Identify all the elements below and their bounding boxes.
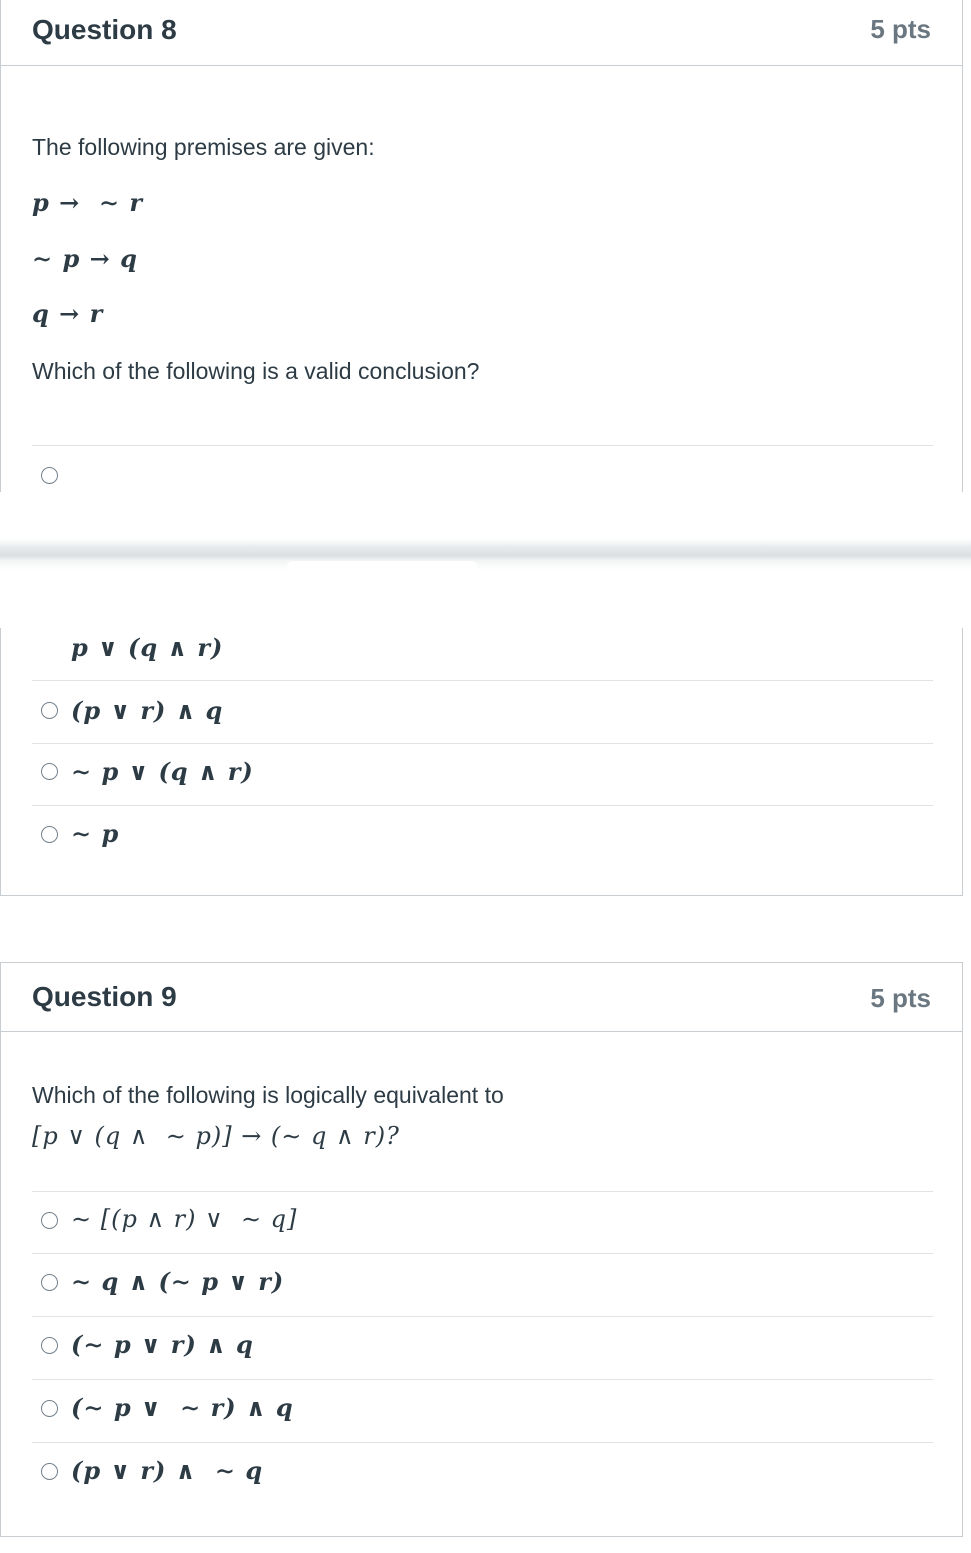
q9-option-4-radio[interactable] xyxy=(41,1400,58,1417)
q9-option-4-label[interactable]: (∼ p ∨ ∼ r) ∧ q xyxy=(71,1393,294,1422)
divider xyxy=(32,1442,933,1443)
divider xyxy=(32,743,933,744)
option-2-label[interactable]: (p ∨ r) ∧ q xyxy=(71,696,224,725)
question-8-title: Question 8 xyxy=(32,14,177,45)
question-9-prompt: Which of the following is logically equivalent to xyxy=(32,1082,504,1108)
option-3-radio[interactable] xyxy=(41,763,58,780)
question-9-points: 5 pts xyxy=(870,983,931,1013)
divider xyxy=(32,1191,933,1192)
q9-option-2-label[interactable]: ∼ q ∧ (∼ p ∨ r) xyxy=(71,1267,285,1296)
question-8-header xyxy=(1,0,962,66)
premise-3: q → r xyxy=(32,299,104,328)
divider xyxy=(32,805,933,806)
divider xyxy=(32,1379,933,1380)
question-9-panel xyxy=(0,962,963,1537)
q9-option-1-radio[interactable] xyxy=(41,1212,58,1229)
option-4-label[interactable]: ∼ p xyxy=(71,819,120,848)
screenshot-gap-highlight xyxy=(287,561,477,573)
divider xyxy=(32,445,933,446)
question-8-answers-panel xyxy=(0,628,963,896)
option-4-radio[interactable] xyxy=(41,826,58,843)
question-8-prompt: Which of the following is a valid conclusion? xyxy=(32,358,480,384)
question-9-expression: [p ∨ (q ∧ ∼ p)] → (∼ q ∧ r)? xyxy=(32,1122,400,1150)
divider xyxy=(32,1316,933,1317)
screenshot-gap xyxy=(0,492,971,570)
premise-2: ∼ p → q xyxy=(32,244,138,273)
q9-option-5-radio[interactable] xyxy=(41,1463,58,1480)
q9-option-3-radio[interactable] xyxy=(41,1337,58,1354)
divider xyxy=(32,1253,933,1254)
question-9-header xyxy=(1,963,962,1032)
q9-option-5-label[interactable]: (p ∨ r) ∧ ∼ q xyxy=(71,1456,264,1485)
option-2-radio[interactable] xyxy=(41,702,58,719)
q9-option-2-radio[interactable] xyxy=(41,1274,58,1291)
option-1-label[interactable]: p ∨ (q ∧ r) xyxy=(71,633,224,662)
option-1-radio[interactable] xyxy=(41,467,58,484)
option-3-label[interactable]: ∼ p ∨ (q ∧ r) xyxy=(71,757,254,786)
premise-1: p → ∼ r xyxy=(32,188,144,217)
q9-option-3-label[interactable]: (∼ p ∨ r) ∧ q xyxy=(71,1330,254,1359)
question-8-intro: The following premises are given: xyxy=(32,134,375,160)
question-8-points: 5 pts xyxy=(870,14,931,44)
q9-option-1-label[interactable]: ∼ [(p ∧ r) ∨ ∼ q] xyxy=(71,1205,298,1233)
question-9-title: Question 9 xyxy=(32,981,177,1012)
divider xyxy=(32,680,933,681)
question-8-panel xyxy=(0,0,963,492)
